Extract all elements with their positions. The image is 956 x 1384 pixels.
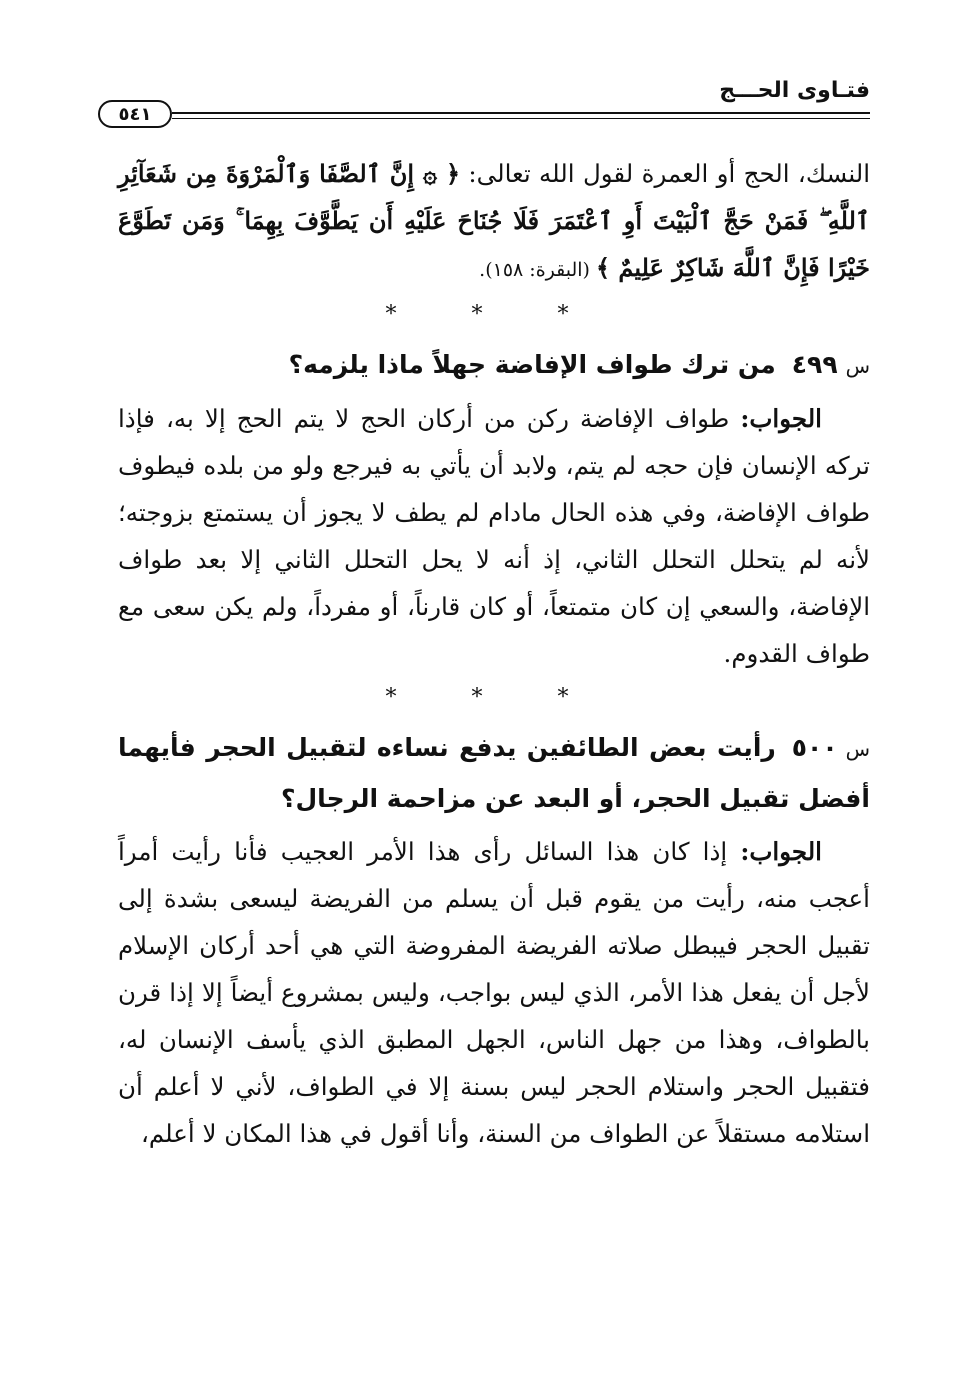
answer-label: الجواب: [740,837,822,866]
page-content [118,150,870,1157]
question-number: ٥٠٠ [791,733,838,762]
answer-499 [118,395,870,677]
section-separator: * * * [385,302,603,327]
page-number: ٥٤١ [98,100,172,128]
section-separator: * * * [385,685,603,710]
question-499 [118,340,870,391]
question-marker: س [845,737,870,761]
question-500 [118,723,870,824]
question-marker: س [845,354,870,378]
running-title: فتـاوى الحـــج [719,78,870,103]
answer-label: الجواب: [740,404,822,433]
question-number: ٤٩٩ [791,350,838,379]
answer-500 [118,828,870,1157]
header-rule [172,112,870,114]
answer-text: إذا كان هذا السائل رأى هذا الأمر العجيب فأنا رأيت أمراً أعجب منه، رأيت من يقوم قبل أن يسلم من الفريضة ليسعى بشدة إلى تقبيل الحجر فيبطل صلاته الفريضة المفروضة التي هي أحد أركان الإسلام لأجل أن يفعل هذا الأمر، الذي ليس بواجب، وليس بمشروع أيضاً إلا إذا قرن بالطواف، وهذا من جهل الناس، الجهل المطبق الذي يأسف الإنسان له، فتقبيل الحجر واستلام الحجر ليس بسنة إلا في الطواف، لأني لا أعلم أن استلامه مستقلاً عن الطواف من السنة، وأنا أقول في هذا المكان لا أعلم، [118,837,870,1148]
header-rule-thin [172,118,870,119]
intro-text: النسك، الحج أو العمرة لقول الله تعالى: [460,159,871,188]
answer-text: طواف الإفاضة ركن من أركان الحج لا يتم الحج إلا به، فإذا تركه الإنسان فإن حجه لم يتم، ولابد أن يأتي به فيرجع ولو من بلده فيطوف طواف الإفاضة، وفي هذه الحال مادام لم يطف لا يجوز أن يستمتع بزوجته؛ لأنه لم يتحلل التحلل الثاني، إذ أنه لا يحل التحلل الثاني إلا بعد طواف الإفاضة، والسعي إن كان متمتعاً، أو كان قارناً، أو مفرداً، ولم يكن سعى مع طواف القدوم. [118,404,870,668]
verse-reference: (البقرة: ١٥٨). [479,259,596,281]
question-text: رأيت بعض الطائفين يدفع نساءه لتقبيل الحجر فأيهما أفضل تقبيل الحجر، أو البعد عن مزاحمة الرجال؟ [118,733,870,813]
intro-paragraph [118,150,870,294]
quran-verse: ﴿ ۞ إِنَّ ٱلصَّفَا وَٱلْمَرْوَةَ مِن شَعَآئِرِ ٱللَّهِ ۖ فَمَنْ حَجَّ ٱلْبَيْتَ أَوِ ٱعْتَمَرَ فَلَا جُنَاحَ عَلَيْهِ أَن يَطَّوَّفَ بِهِمَا ۚ وَمَن تَطَوَّعَ خَيْرًا فَإِنَّ ٱللَّهَ شَاكِرٌ عَلِيمٌ ﴾ [118,159,870,282]
question-text: من ترك طواف الإفاضة جهلاً ماذا يلزمه؟ [288,350,776,379]
page-header [98,72,870,130]
